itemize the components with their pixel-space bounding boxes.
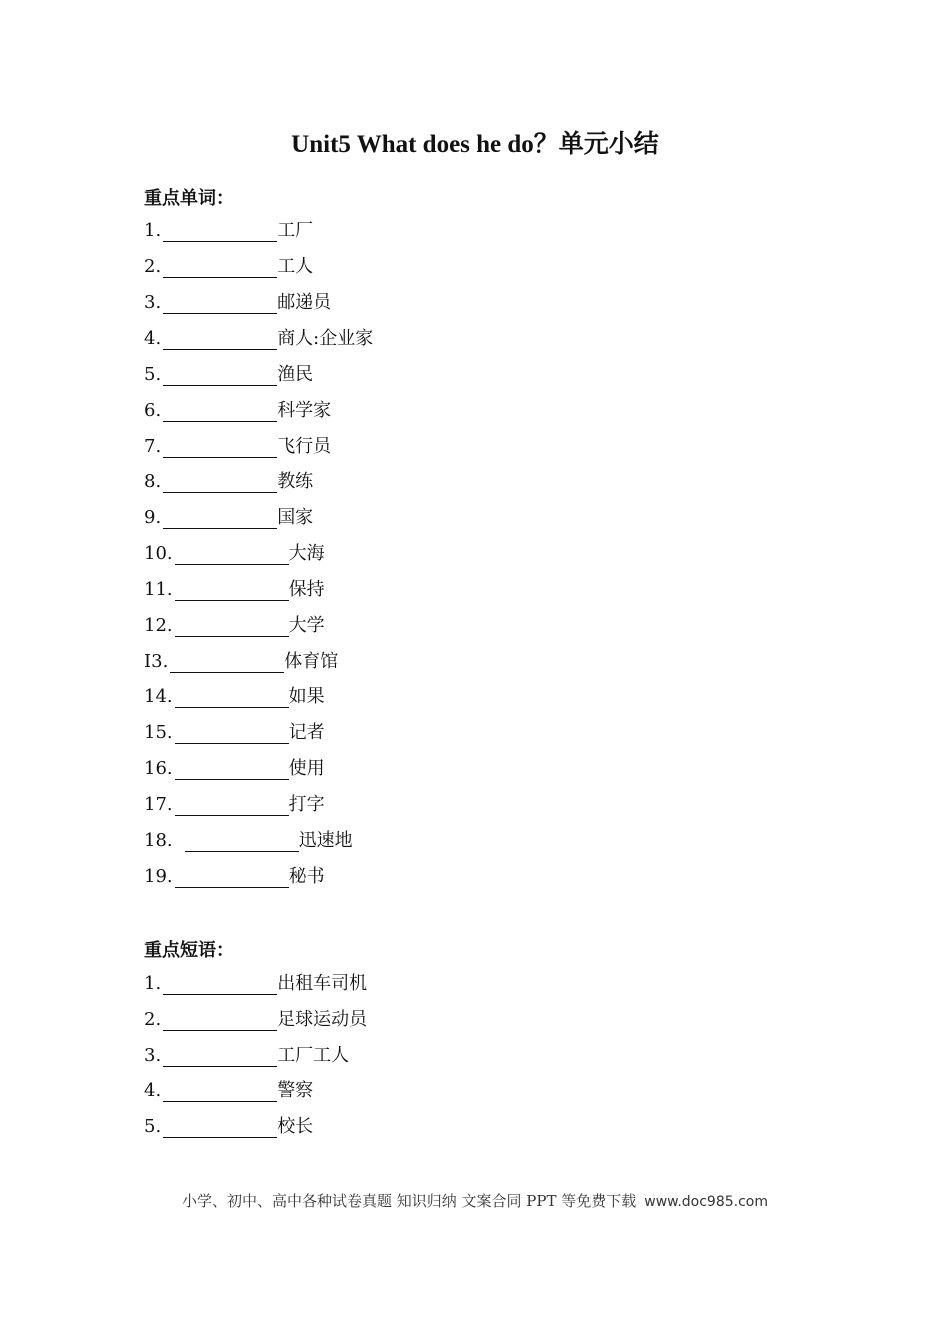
item-number: 2.	[144, 256, 162, 277]
item-meaning: 国家	[277, 507, 314, 528]
item-number: 19.	[144, 866, 173, 887]
item-meaning: 工厂工人	[277, 1045, 350, 1066]
answer-blank[interactable]	[163, 1046, 277, 1067]
item-meaning: 打字	[288, 794, 325, 815]
phrases-heading: 重点短语：	[144, 940, 234, 961]
item-meaning: 渔民	[277, 364, 314, 385]
word-item-19	[144, 866, 325, 888]
item-number: 3.	[144, 1045, 162, 1066]
answer-blank[interactable]	[175, 580, 289, 601]
word-item-5	[144, 364, 313, 386]
answer-blank[interactable]	[185, 831, 299, 852]
word-item-14	[144, 686, 325, 708]
answer-blank[interactable]	[163, 974, 277, 995]
item-number: 11.	[144, 579, 173, 600]
item-number: 10.	[144, 543, 173, 564]
word-item-2	[144, 256, 313, 278]
item-meaning: 商人:企业家	[277, 328, 374, 349]
answer-blank[interactable]	[163, 1010, 277, 1031]
item-number: 4.	[144, 328, 162, 349]
phrase-item-1	[144, 973, 367, 995]
word-item-3	[144, 292, 331, 314]
answer-blank[interactable]	[163, 401, 277, 422]
word-item-17	[144, 794, 325, 816]
item-number: 12.	[144, 615, 173, 636]
item-meaning: 迅速地	[298, 830, 353, 851]
word-item-18	[144, 830, 353, 852]
phrase-item-2	[144, 1009, 367, 1031]
item-number: 18.	[144, 830, 173, 851]
answer-blank[interactable]	[175, 867, 289, 888]
item-number: I3.	[144, 651, 169, 672]
item-number: 17.	[144, 794, 173, 815]
item-meaning: 校长	[277, 1116, 314, 1137]
item-meaning: 使用	[288, 758, 325, 779]
item-number: 4.	[144, 1080, 162, 1101]
word-item-11	[144, 579, 325, 601]
item-number: 16.	[144, 758, 173, 779]
item-meaning: 工人	[277, 256, 314, 277]
answer-blank[interactable]	[163, 329, 277, 350]
item-meaning: 科学家	[277, 400, 332, 421]
item-meaning: 记者	[288, 722, 325, 743]
item-number: 7.	[144, 436, 162, 457]
item-meaning: 保持	[288, 579, 325, 600]
item-number: 9.	[144, 507, 162, 528]
item-number: 2.	[144, 1009, 162, 1030]
answer-blank[interactable]	[163, 221, 277, 242]
footer-link[interactable]: www.doc985.com	[644, 1194, 768, 1210]
item-number: 3.	[144, 292, 162, 313]
item-number: 15.	[144, 722, 173, 743]
item-number: 6.	[144, 400, 162, 421]
item-number: 1.	[144, 973, 162, 994]
answer-blank[interactable]	[163, 257, 277, 278]
answer-blank[interactable]	[163, 472, 277, 493]
item-meaning: 飞行员	[277, 436, 332, 457]
answer-blank[interactable]	[163, 1117, 277, 1138]
item-meaning: 出租车司机	[277, 973, 368, 994]
word-item-4	[144, 328, 373, 350]
answer-blank[interactable]	[163, 437, 277, 458]
answer-blank[interactable]	[175, 759, 289, 780]
item-meaning: 体育馆	[284, 651, 339, 672]
answer-blank[interactable]	[163, 508, 277, 529]
item-number: 5.	[144, 1116, 162, 1137]
word-item-1	[144, 220, 313, 242]
item-meaning: 警察	[277, 1080, 314, 1101]
answer-blank[interactable]	[163, 1081, 277, 1102]
answer-blank[interactable]	[175, 723, 289, 744]
item-meaning: 大海	[288, 543, 325, 564]
word-item-9	[144, 507, 313, 529]
word-item-15	[144, 722, 325, 744]
word-item-16	[144, 758, 325, 780]
answer-blank[interactable]	[175, 544, 289, 565]
answer-blank[interactable]	[175, 795, 289, 816]
word-item-12	[144, 615, 325, 637]
item-meaning: 大学	[288, 615, 325, 636]
item-meaning: 秘书	[288, 866, 325, 887]
item-meaning: 教练	[277, 471, 314, 492]
word-item-10	[144, 543, 325, 565]
phrase-item-3	[144, 1045, 349, 1067]
answer-blank[interactable]	[175, 687, 289, 708]
phrase-item-4	[144, 1080, 313, 1102]
answer-blank[interactable]	[175, 616, 289, 637]
item-meaning: 足球运动员	[277, 1009, 368, 1030]
answer-blank[interactable]	[170, 652, 284, 673]
item-meaning: 邮递员	[277, 292, 332, 313]
item-number: 8.	[144, 471, 162, 492]
footer	[0, 1190, 950, 1211]
item-number: 1.	[144, 220, 162, 241]
item-number: 5.	[144, 364, 162, 385]
word-item-6	[144, 400, 331, 422]
answer-blank[interactable]	[163, 365, 277, 386]
word-item-7	[144, 436, 331, 458]
item-meaning: 如果	[288, 686, 325, 707]
word-item-13	[144, 651, 338, 673]
footer-text: 小学、初中、高中各种试卷真题 知识归纳 文案合同 PPT 等免费下载	[181, 1192, 637, 1210]
word-item-8	[144, 471, 313, 493]
item-meaning: 工厂	[277, 220, 314, 241]
answer-blank[interactable]	[163, 293, 277, 314]
phrase-item-5	[144, 1116, 313, 1138]
words-heading: 重点单词：	[144, 188, 234, 209]
item-number: 14.	[144, 686, 173, 707]
page-title: Unit5 What does he do？单元小结	[291, 131, 659, 158]
